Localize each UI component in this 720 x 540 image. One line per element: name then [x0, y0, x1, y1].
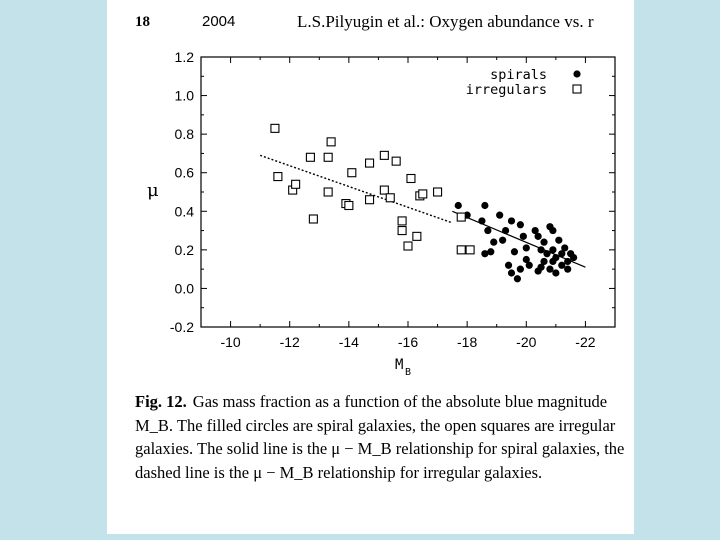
- y-tick-label: -0.2: [169, 319, 194, 335]
- spiral-point: [540, 239, 547, 246]
- x-tick-label: -20: [516, 334, 537, 350]
- irregular-point: [324, 153, 332, 161]
- legend-label-spirals: spirals: [490, 67, 547, 83]
- irregular-point: [345, 202, 353, 210]
- irregular-point: [404, 242, 412, 250]
- page-number: 18: [135, 14, 150, 30]
- irregular-point: [366, 159, 374, 167]
- spiral-point: [552, 269, 559, 276]
- spiral-point: [561, 244, 568, 251]
- spiral-point: [549, 227, 556, 234]
- spiral-point: [481, 202, 488, 209]
- irregular-point: [306, 153, 314, 161]
- y-tick-label: 0.0: [174, 280, 194, 297]
- fit-lines: [260, 155, 585, 267]
- irregular-point: [413, 232, 421, 240]
- svg-text:M: M: [395, 357, 404, 373]
- spiral-point: [543, 250, 550, 257]
- legend-marker-irregulars: [573, 85, 581, 93]
- irregular-point: [324, 188, 332, 196]
- x-tick-label: -14: [338, 334, 359, 350]
- irregular-point: [292, 180, 300, 188]
- spiral-point: [455, 202, 462, 209]
- irregular-point: [380, 186, 388, 194]
- irregular-point: [457, 213, 465, 221]
- irregular-point: [380, 151, 388, 159]
- spiral-point: [558, 262, 565, 269]
- spiral-point: [570, 254, 577, 261]
- spiral-point: [517, 221, 524, 228]
- irregular-point: [398, 227, 406, 235]
- spiral-point: [535, 233, 542, 240]
- legend: [466, 67, 581, 98]
- y-tick-label: 1.0: [174, 87, 194, 104]
- spiral-point: [537, 264, 544, 271]
- spiral-point: [490, 239, 497, 246]
- spiral-point: [484, 227, 491, 234]
- spiral-point: [478, 217, 485, 224]
- plot-frame: [201, 57, 615, 327]
- spiral-point: [511, 248, 518, 255]
- irregular-point: [434, 188, 442, 196]
- x-tick-label: -12: [279, 334, 300, 350]
- spiral-point: [508, 217, 515, 224]
- legend-label-irregulars: irregulars: [465, 82, 547, 98]
- irregular-point: [271, 124, 279, 132]
- year-label: 2004: [202, 13, 236, 30]
- irregular-point: [466, 246, 474, 254]
- spiral-point: [499, 237, 506, 244]
- irregular-point: [366, 196, 374, 204]
- spiral-point: [508, 269, 515, 276]
- caption-text: Gas mass fraction as a function of the absolute blue magnitude M_B. The filled circles are spiral galaxies, the open squares are irregular galaxies. The solid line is the μ − M_B relationship for spiral galaxies, the dashed line is the μ − M_B relationship for irregular galaxies.: [135, 392, 625, 482]
- irregular-point: [407, 175, 415, 183]
- y-tick-label: 0.6: [174, 164, 194, 181]
- running-title: L.S.Pilyugin et al.: Oxygen abundance vs. r: [297, 12, 594, 31]
- spiral-point: [555, 237, 562, 244]
- spiral-point: [564, 258, 571, 265]
- spiral-point: [520, 233, 527, 240]
- x-tick-label: -16: [397, 334, 419, 350]
- y-tick-label: 0.2: [174, 241, 194, 258]
- irregular-point: [309, 215, 317, 223]
- spiral-point: [552, 254, 559, 261]
- x-tick-label: -10: [220, 334, 241, 350]
- spiral-point: [505, 262, 512, 269]
- irregular-point: [386, 194, 394, 202]
- spiral-point: [523, 244, 530, 251]
- x-axis-label: [395, 357, 411, 378]
- spiral-point: [564, 266, 571, 273]
- svg-text:B: B: [405, 367, 412, 378]
- caption-label: Fig. 12.: [135, 392, 187, 411]
- x-tick-label: -18: [457, 334, 478, 350]
- irregular-point: [348, 169, 356, 177]
- scatter-figure: [107, 0, 634, 390]
- spiral-point: [496, 212, 503, 219]
- x-tick-label: -22: [575, 334, 596, 350]
- spiral-point: [526, 262, 533, 269]
- paper-page: [107, 0, 634, 534]
- spiral-point: [502, 227, 509, 234]
- y-tick-label: 1.2: [174, 49, 194, 65]
- irregular-point: [419, 190, 427, 198]
- y-axis-label: μ: [147, 180, 159, 201]
- y-tick-label: 0.4: [174, 203, 194, 220]
- irregular-point: [274, 173, 282, 181]
- data-points: [271, 124, 577, 282]
- spiral-point: [517, 266, 524, 273]
- spiral-point: [537, 246, 544, 253]
- legend-marker-spirals: [573, 70, 580, 77]
- figure-caption: [135, 390, 630, 484]
- irregular-point: [392, 157, 400, 165]
- y-tick-label: 0.8: [174, 126, 194, 143]
- spiral-point: [514, 275, 521, 282]
- irregular-point: [398, 217, 406, 225]
- spiral-point: [546, 266, 553, 273]
- spiral-point: [549, 246, 556, 253]
- irregular-point: [327, 138, 335, 146]
- irregular-point: [457, 246, 465, 254]
- spiral-point: [487, 248, 494, 255]
